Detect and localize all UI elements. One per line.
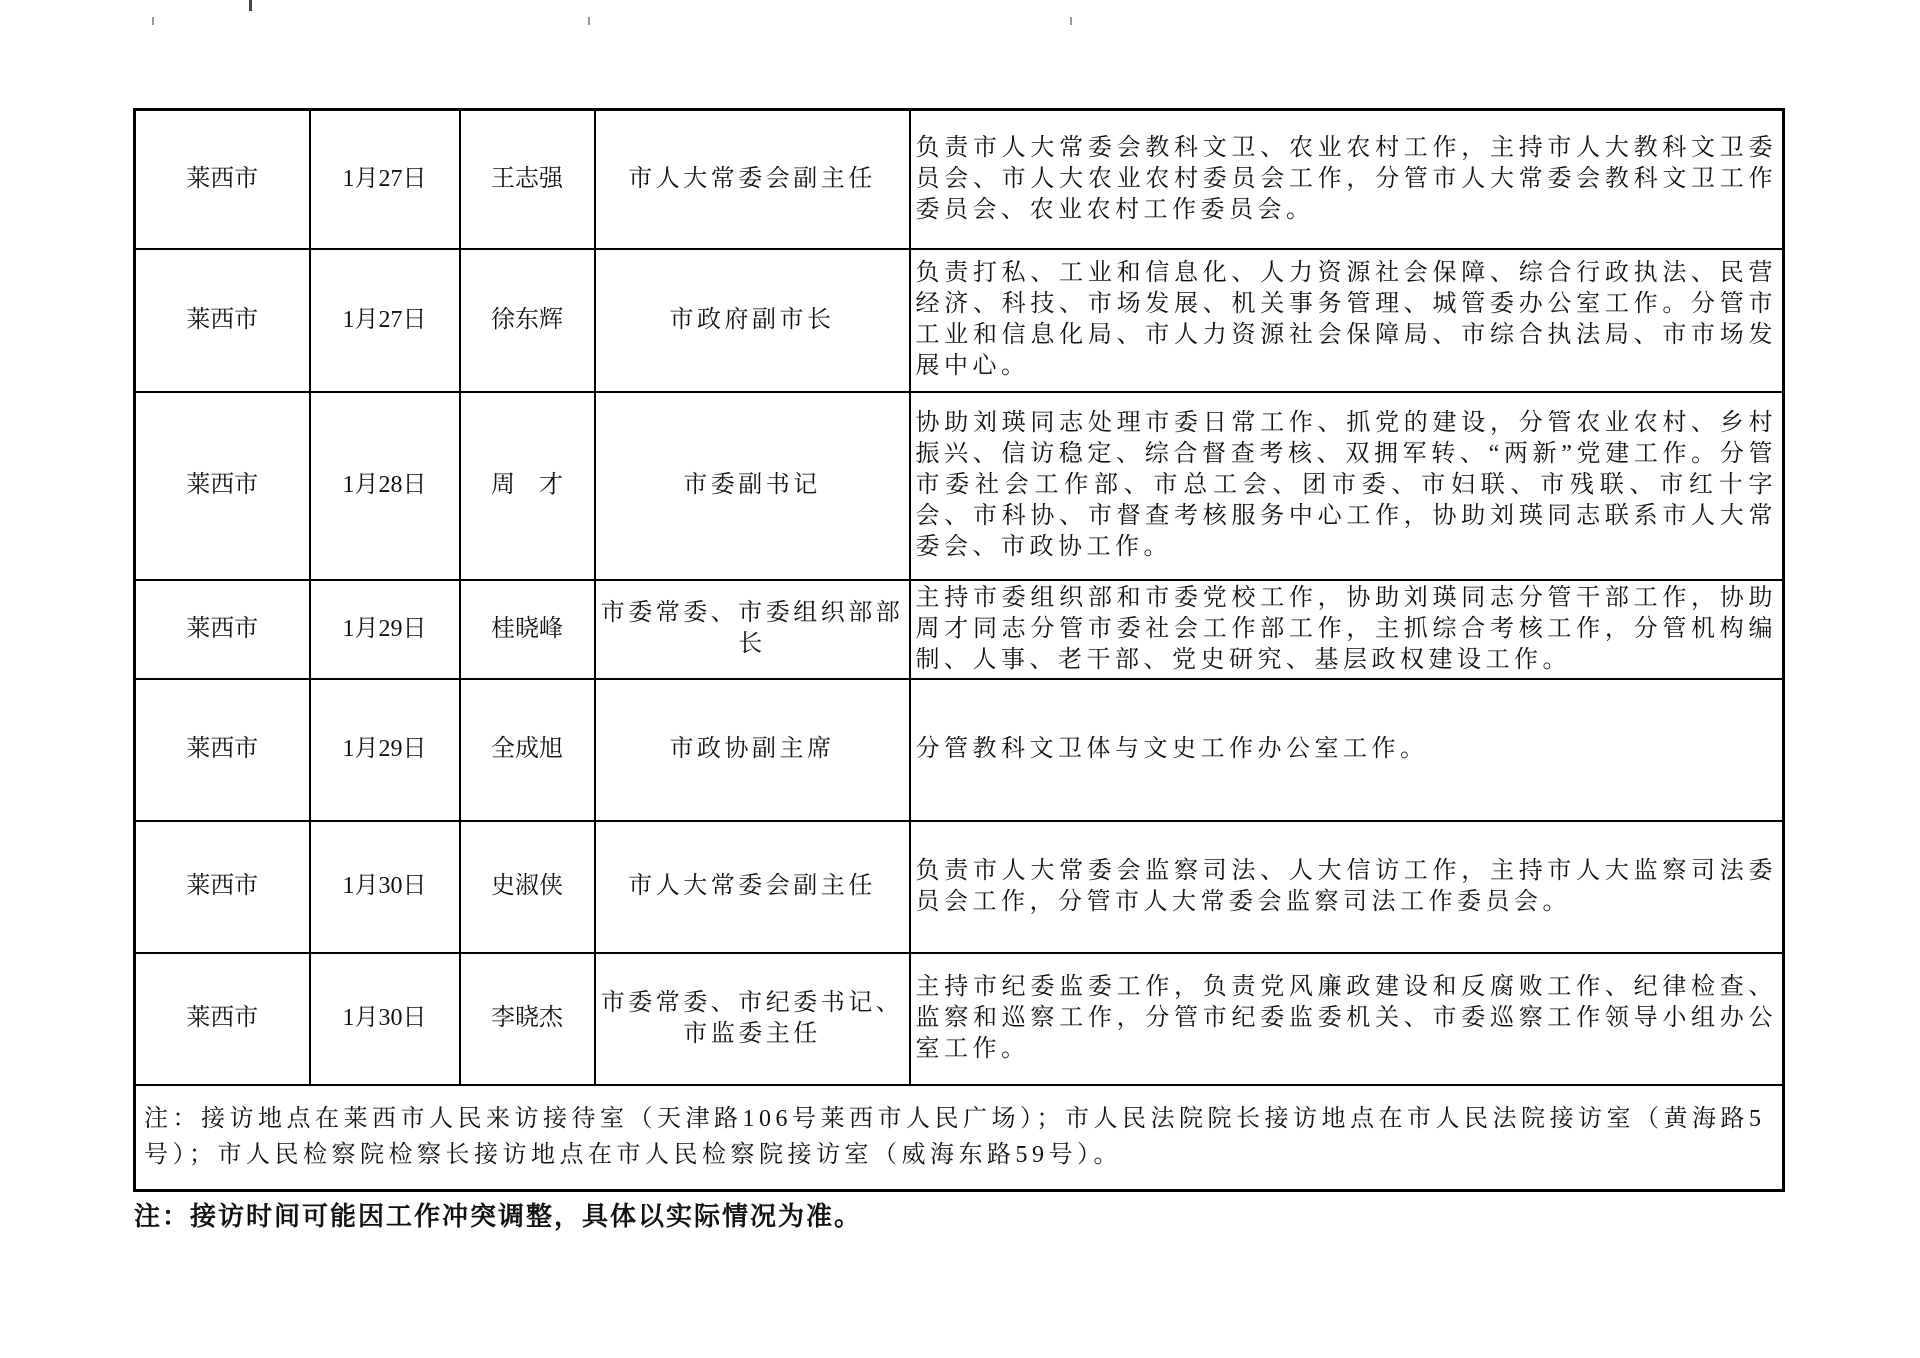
city-cell: 莱西市	[135, 580, 310, 679]
date-cell: 1月30日	[310, 953, 460, 1085]
date-cell: 1月29日	[310, 580, 460, 679]
title-cell: 市委常委、市纪委书记、市监委主任	[595, 953, 910, 1085]
table-row	[135, 392, 1784, 580]
name-cell: 王志强	[460, 110, 595, 249]
title-cell: 市政府副市长	[595, 249, 910, 392]
title-cell: 市委副书记	[595, 392, 910, 580]
table-row	[135, 110, 1784, 249]
table-row	[135, 679, 1784, 821]
duties-cell: 分管教科文卫体与文史工作办公室工作。	[910, 679, 1784, 821]
name-cell: 周 才	[460, 392, 595, 580]
city-cell: 莱西市	[135, 249, 310, 392]
date-cell: 1月29日	[310, 679, 460, 821]
city-cell: 莱西市	[135, 110, 310, 249]
table-footnote-row	[135, 1085, 1784, 1191]
title-cell: 市人大常委会副主任	[595, 821, 910, 953]
title-cell: 市政协副主席	[595, 679, 910, 821]
scan-artifact	[588, 17, 590, 25]
duties-cell: 负责市人大常委会教科文卫、农业农村工作，主持市人大教科文卫委员会、市人大农业农村委员会工作，分管市人大常委会教科文卫工作委员会、农业农村工作委员会。	[910, 110, 1784, 249]
table-row	[135, 821, 1784, 953]
city-cell: 莱西市	[135, 953, 310, 1085]
table-footnote: 注：接访地点在莱西市人民来访接待室（天津路106号莱西市人民广场）；市人民法院院长接访地点在市人民法院接访室（黄海路5号）；市人民检察院检察长接访地点在市人民检察院接访室（威海东路59号）。	[135, 1085, 1784, 1191]
duties-cell: 负责市人大常委会监察司法、人大信访工作，主持市人大监察司法委员会工作，分管市人大常委会监察司法工作委员会。	[910, 821, 1784, 953]
table-row	[135, 953, 1784, 1085]
scan-artifact	[152, 17, 154, 25]
duties-cell: 负责打私、工业和信息化、人力资源社会保障、综合行政执法、民营经济、科技、市场发展、机关事务管理、城管委办公室工作。分管市工业和信息化局、市人力资源社会保障局、市综合执法局、市市场发展中心。	[910, 249, 1784, 392]
date-cell: 1月27日	[310, 110, 460, 249]
city-cell: 莱西市	[135, 392, 310, 580]
reception-schedule-table	[133, 108, 1785, 1192]
scan-artifact	[1070, 17, 1072, 25]
duties-cell: 协助刘瑛同志处理市委日常工作、抓党的建设，分管农业农村、乡村振兴、信访稳定、综合督查考核、双拥军转、“两新”党建工作。分管市委社会工作部、市总工会、团市委、市妇联、市残联、市红十字会、市科协、市督查考核服务中心工作，协助刘瑛同志联系市人大常委会、市政协工作。	[910, 392, 1784, 580]
city-cell: 莱西市	[135, 821, 310, 953]
name-cell: 全成旭	[460, 679, 595, 821]
duties-cell: 主持市委组织部和市委党校工作，协助刘瑛同志分管干部工作，协助周才同志分管市委社会工作部工作，主抓综合考核工作，分管机构编制、人事、老干部、党史研究、基层政权建设工作。	[910, 580, 1784, 679]
duties-cell: 主持市纪委监委工作，负责党风廉政建设和反腐败工作、纪律检查、监察和巡察工作，分管市纪委监委机关、市委巡察工作领导小组办公室工作。	[910, 953, 1784, 1085]
title-cell: 市人大常委会副主任	[595, 110, 910, 249]
date-cell: 1月30日	[310, 821, 460, 953]
city-cell: 莱西市	[135, 679, 310, 821]
name-cell: 桂晓峰	[460, 580, 595, 679]
bottom-note: 注：接访时间可能因工作冲突调整，具体以实际情况为准。	[134, 1201, 863, 1231]
name-cell: 李晓杰	[460, 953, 595, 1085]
table-row	[135, 249, 1784, 392]
name-cell: 徐东辉	[460, 249, 595, 392]
name-cell: 史淑侠	[460, 821, 595, 953]
date-cell: 1月27日	[310, 249, 460, 392]
date-cell: 1月28日	[310, 392, 460, 580]
title-cell: 市委常委、市委组织部部长	[595, 580, 910, 679]
table-row	[135, 580, 1784, 679]
scan-artifact	[249, 0, 252, 11]
